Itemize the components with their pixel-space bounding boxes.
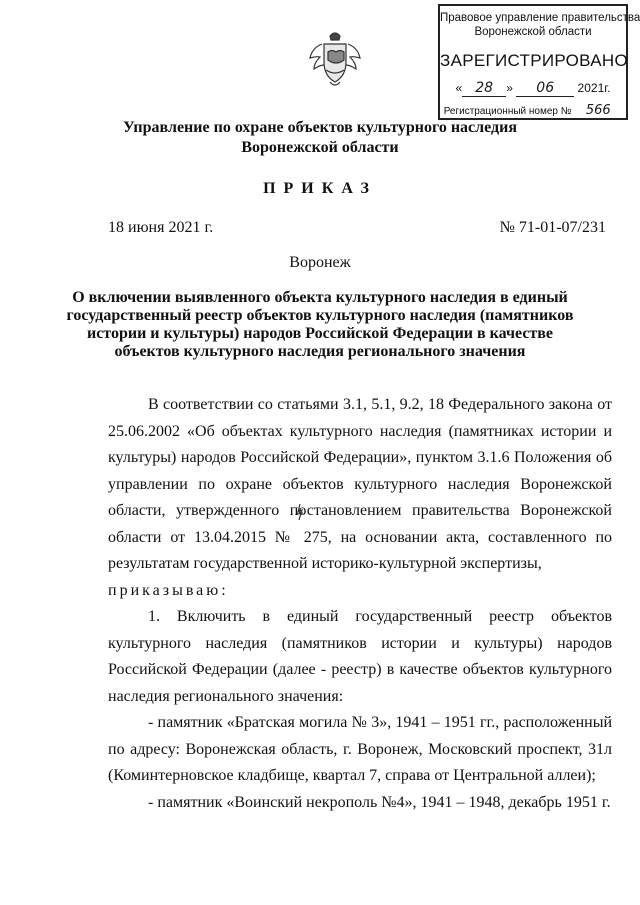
authority-line2: Воронежской области bbox=[241, 139, 399, 156]
stamp-dept-line1: Правовое управление правительства bbox=[440, 12, 640, 24]
monument-item-1: - памятник «Братская могила № 3», 1941 – 1951 гг., расположенный по адресу: Воронежская область, г. Воронеж, Московский проспект, 31л (Коминтерновское кладбище, квартал 7, справа от Центральной аллеи); bbox=[108, 714, 612, 784]
stamp-date-month: 06 bbox=[516, 80, 574, 97]
document-type: ПРИКАЗ bbox=[263, 180, 377, 197]
registration-stamp bbox=[438, 4, 640, 120]
stamp-registered: ЗАРЕГИСТРИРОВАНО bbox=[440, 51, 628, 70]
stamp-date-year: 2021 bbox=[577, 81, 605, 95]
stamp-reg-number: 566 bbox=[574, 103, 622, 119]
preamble-paragraph: В соответствии со статьями 3.1, 5.1, 9.2, 18 Федерального закона от 25.06.2002 «Об объектах культурного наследия (памятниках истории и культуры) народов Российской Федерации», пунктом 3.1.6 Положения об управлении по охране объектов культурного наследия Воронежской области, утвержденного постановлением правительства Воронежской области от 13.04.2015 № 275, на основании акта, составленного по результатам государственной историко-культурной экспертизы, bbox=[108, 396, 612, 572]
monument-item-2: - памятник «Воинский некрополь №4», 1941 – 1948, декабрь 1951 г. bbox=[148, 793, 611, 811]
decree-word: приказываю: bbox=[108, 581, 229, 599]
stamp-reg-label: Регистрационный номер № bbox=[443, 106, 572, 117]
stamp-date-day: 28 bbox=[462, 80, 506, 97]
title-line4: объектов культурного наследия регионального значения bbox=[114, 343, 526, 360]
stamp-date: « 28 » 06 2021г. bbox=[455, 80, 611, 96]
title-line1: О включении выявленного объекта культурного наследия в единый bbox=[72, 289, 568, 306]
ink-mark-icon bbox=[292, 502, 308, 526]
stamp-year-suffix: г. bbox=[604, 81, 611, 95]
authority-line1: Управление по охране объектов культурного наследия bbox=[123, 119, 517, 136]
document-number: № 71-01-07/231 bbox=[499, 219, 606, 236]
title-line2: государственный реестр объектов культурного наследия (памятников bbox=[66, 307, 574, 324]
coat-of-arms-icon bbox=[308, 30, 362, 90]
item-1-paragraph: 1. Включить в единый государственный реестр объектов культурного наследия (памятников истории и культуры) народов Российской Федерации (далее - реестр) в качестве объектов культурного наследия регионального значения: bbox=[108, 608, 612, 705]
stamp-dept-line2: Воронежской области bbox=[474, 26, 592, 38]
document-title bbox=[0, 289, 640, 361]
document-city: Воронеж bbox=[289, 254, 351, 271]
authority-name bbox=[0, 118, 640, 158]
title-line3: истории и культуры) народов Российской Федерации в качестве bbox=[86, 325, 554, 342]
document-body bbox=[108, 392, 612, 816]
document-date: 18 июня 2021 г. bbox=[108, 219, 214, 236]
stamp-reg-number-line bbox=[440, 103, 626, 119]
